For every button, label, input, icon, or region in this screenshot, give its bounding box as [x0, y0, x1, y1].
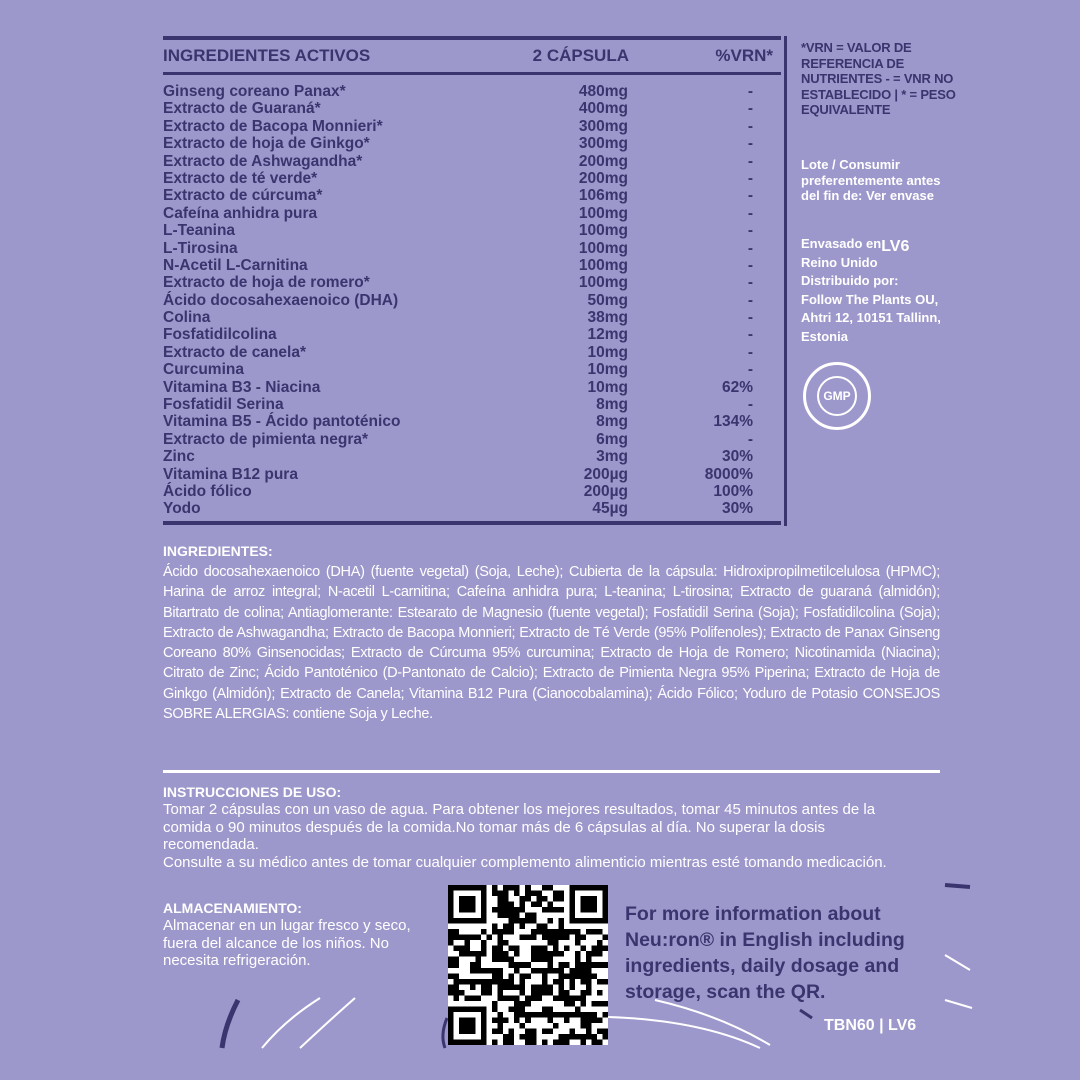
table-row — [163, 222, 781, 239]
ingredient-vrn: - — [747, 239, 753, 257]
ingredient-amount: 10mg — [587, 378, 628, 396]
ingredient-amount: 6mg — [596, 430, 628, 448]
gmp-certified-seal-icon: GMP — [803, 362, 871, 430]
ingredients-title: INGREDIENTES: — [163, 543, 273, 559]
ingredient-name: Vitamina B5 - Ácido pantoténico — [163, 413, 401, 431]
ingredient-vrn: 62% — [721, 378, 753, 396]
ingredient-amount: 300mg — [578, 135, 628, 153]
ingredient-vrn: - — [747, 396, 753, 414]
table-row — [163, 413, 781, 430]
table-row — [163, 170, 781, 187]
table-row — [163, 205, 781, 222]
lote-note: Lote / Consumir preferentemente antes del fin de: Ver envase — [801, 157, 941, 203]
table-row — [163, 257, 781, 274]
table-row — [163, 483, 781, 500]
table-row — [163, 187, 781, 204]
ingredient-vrn: - — [747, 291, 753, 309]
ingredient-vrn: - — [747, 326, 753, 344]
ingredient-name: L-Teanina — [163, 222, 236, 240]
table-row — [163, 118, 781, 135]
table-row — [163, 448, 781, 465]
table-row — [163, 83, 781, 100]
ingredient-vrn: - — [747, 135, 753, 153]
table-header — [163, 46, 781, 68]
ingredient-amount: 8mg — [596, 413, 628, 431]
product-code: TBN60 | LV6 — [824, 1017, 917, 1034]
table-row — [163, 361, 781, 378]
header-divider — [163, 72, 781, 75]
qr-code[interactable] — [448, 885, 608, 1045]
table-row — [163, 274, 781, 291]
ingredient-name: Yodo — [163, 500, 201, 518]
ingredient-name: Ginseng coreano Panax* — [163, 83, 346, 100]
ingredient-amount: 10mg — [587, 361, 628, 379]
ingredients-table — [163, 83, 781, 518]
table-row — [163, 292, 781, 309]
ingredient-vrn: - — [747, 100, 753, 118]
ingredient-amount: 400mg — [578, 100, 628, 118]
vertical-divider — [784, 36, 787, 526]
storage-text: Almacenar en un lugar fresco y seco, fuera del alcance de los niños. No necesita refrigeración. — [163, 917, 411, 969]
storage-title: ALMACENAMIENTO: — [163, 900, 302, 916]
ingredients-text: Ácido docosahexaenoico (DHA) (fuente vegetal) (Soja, Leche); Cubierta de la cápsula: Hidroxipropilmetilcelulosa (HPMC); Harina de arroz integral; N-acetil L-carnitina; Cafeína anhidra pura; L-teanina; L-tirosina; Extracto de guaraná (almidón); Bitartrato de colina; Antiaglomerante: Estearato de Magnesio (fuente vegetal); Fosfatidil Serina (Soja); Fosfatidilcolina (Soja); Extracto de Ashwagandha; Extracto de Bacopa Monnieri; Extracto de Té Verde (95% Polifenoles); Extracto de Panax Ginseng Coreano 80% Ginsenocidas; Extracto de Cúrcuma 95% curcumina; Extracto de Hoja de Romero; Nicotinamida (Niacina); Citrato de Zinc; Ácido Pantoténico (D-Pantonato de Calcio); Extracto de Pimienta Negra 95% Piperina; Extracto de Hoja de Ginkgo (Almidón); Extracto de Canela; Vitamina B12 Pura (Cianocobalamina); Ácido Fólico; Yoduro de Potasio CONSEJOS SOBRE ALERGIAS: contiene Soja y Leche. — [163, 564, 940, 723]
ingredient-amount: 200mg — [578, 152, 628, 170]
ingredient-amount: 8mg — [596, 396, 628, 414]
ingredient-amount: 3mg — [596, 448, 628, 466]
ingredient-name: Extracto de hoja de romero* — [163, 274, 370, 292]
ingredient-name: Extracto de té verde* — [163, 169, 318, 187]
table-row — [163, 326, 781, 343]
table-bottom-bar — [163, 521, 781, 525]
ingredient-vrn: - — [747, 222, 753, 240]
ingredient-vrn: - — [747, 343, 753, 361]
ingredient-amount: 10mg — [587, 343, 628, 361]
table-row — [163, 500, 781, 517]
ingredient-vrn: 30% — [721, 448, 753, 466]
ingredient-vrn: - — [747, 117, 753, 135]
ingredient-name: Curcumina — [163, 361, 244, 379]
ingredient-name: Extracto de Ashwagandha* — [163, 152, 363, 170]
envasado-label: Envasado en — [801, 236, 882, 251]
ingredient-amount: 106mg — [578, 187, 628, 205]
ingredient-name: Vitamina B3 - Niacina — [163, 378, 321, 396]
ingredient-vrn: - — [747, 187, 753, 205]
ingredient-name: Fosfatidil Serina — [163, 396, 284, 414]
ingredient-vrn: - — [747, 274, 753, 292]
ingredient-vrn: 30% — [721, 500, 753, 518]
ingredient-amount: 50mg — [587, 291, 628, 309]
ingredient-amount: 100mg — [578, 256, 628, 274]
header-ingredients: INGREDIENTES ACTIVOS — [163, 46, 371, 65]
ingredient-amount: 200µg — [583, 465, 628, 483]
ingredient-name: L-Tirosina — [163, 239, 238, 257]
ingredient-vrn: - — [747, 204, 753, 222]
ingredient-name: Extracto de Guaraná* — [163, 100, 321, 118]
reino-label: Reino Unido — [801, 254, 878, 270]
table-row — [163, 135, 781, 152]
ingredient-amount: 100mg — [578, 274, 628, 292]
ingredient-amount: 45µg — [592, 500, 628, 518]
instructions-title: INSTRUCCIONES DE USO: — [163, 784, 342, 800]
table-row — [163, 153, 781, 170]
ingredient-amount: 38mg — [587, 309, 628, 327]
ingredient-vrn: 100% — [713, 482, 753, 500]
ingredient-name: Fosfatidilcolina — [163, 326, 277, 344]
section-divider — [163, 770, 940, 773]
ingredient-amount: 200µg — [583, 482, 628, 500]
table-row — [163, 100, 781, 117]
ingredient-name: Ácido fólico — [163, 482, 252, 500]
ingredient-name: Extracto de pimienta negra* — [163, 430, 369, 448]
table-row — [163, 431, 781, 448]
ingredient-vrn: - — [747, 430, 753, 448]
header-vrn: %VRN* — [715, 46, 773, 65]
ingredient-vrn: - — [747, 309, 753, 327]
ingredient-name: Ácido docosahexaenoico (DHA) — [163, 291, 399, 309]
ingredient-amount: 12mg — [587, 326, 628, 344]
ingredient-vrn: 134% — [713, 413, 753, 431]
ingredient-vrn: - — [747, 152, 753, 170]
table-row — [163, 466, 781, 483]
instructions-text: Tomar 2 cápsulas con un vaso de agua. Para obtener los mejores resultados, tomar 45 minutos antes de la comida o 90 minutos después de la comida.No tomar más de 6 cápsulas al día. No superar la dosis recomendada. Consulte a su médico antes de tomar cualquier complemento alimenticio mientras esté tomando medicación. — [163, 801, 887, 871]
distributor-address: Follow The Plants OU, Ahtri 12, 10151 Tallinn, Estonia — [801, 291, 941, 344]
ingredient-amount: 100mg — [578, 239, 628, 257]
ingredient-name: Extracto de hoja de Ginkgo* — [163, 135, 370, 153]
ingredient-name: Zinc — [163, 448, 195, 466]
ingredient-name: Vitamina B12 pura — [163, 465, 298, 483]
ingredient-name: N-Acetil L-Carnitina — [163, 256, 308, 274]
table-row — [163, 379, 781, 396]
ingredient-name: Extracto de canela* — [163, 343, 307, 361]
table-row — [163, 344, 781, 361]
ingredient-name: Extracto de Bacopa Monnieri* — [163, 117, 383, 135]
ingredient-vrn: - — [747, 169, 753, 187]
distribuido-label: Distribuido por: — [801, 273, 899, 288]
ingredient-amount: 100mg — [578, 222, 628, 240]
table-top-bar — [163, 36, 781, 40]
table-row — [163, 396, 781, 413]
ingredient-amount: 300mg — [578, 117, 628, 135]
ingredient-vrn: - — [747, 256, 753, 274]
ingredient-amount: 100mg — [578, 204, 628, 222]
ingredient-name: Cafeína anhidra pura — [163, 204, 318, 222]
ingredient-name: Colina — [163, 309, 211, 327]
qr-info-text: For more information about Neu:ron® in English including ingredients, daily dosage and storage, scan the QR. — [625, 903, 905, 1003]
table-row — [163, 309, 781, 326]
table-row — [163, 240, 781, 257]
lv6-code: LV6 — [881, 238, 910, 255]
ingredient-amount: 200mg — [578, 169, 628, 187]
ingredient-name: Extracto de cúrcuma* — [163, 187, 323, 205]
packaging-info — [801, 235, 961, 346]
ingredient-vrn: - — [747, 83, 753, 100]
ingredient-vrn: 8000% — [704, 465, 753, 483]
header-dose: 2 CÁPSULA — [532, 46, 629, 65]
vrn-note: *VRN = VALOR DE REFERENCIA DE NUTRIENTES - = VNR NO ESTABLECIDO | * = PESO EQUIVALENTE — [801, 40, 956, 117]
ingredient-amount: 480mg — [578, 83, 628, 100]
ingredient-vrn: - — [747, 361, 753, 379]
